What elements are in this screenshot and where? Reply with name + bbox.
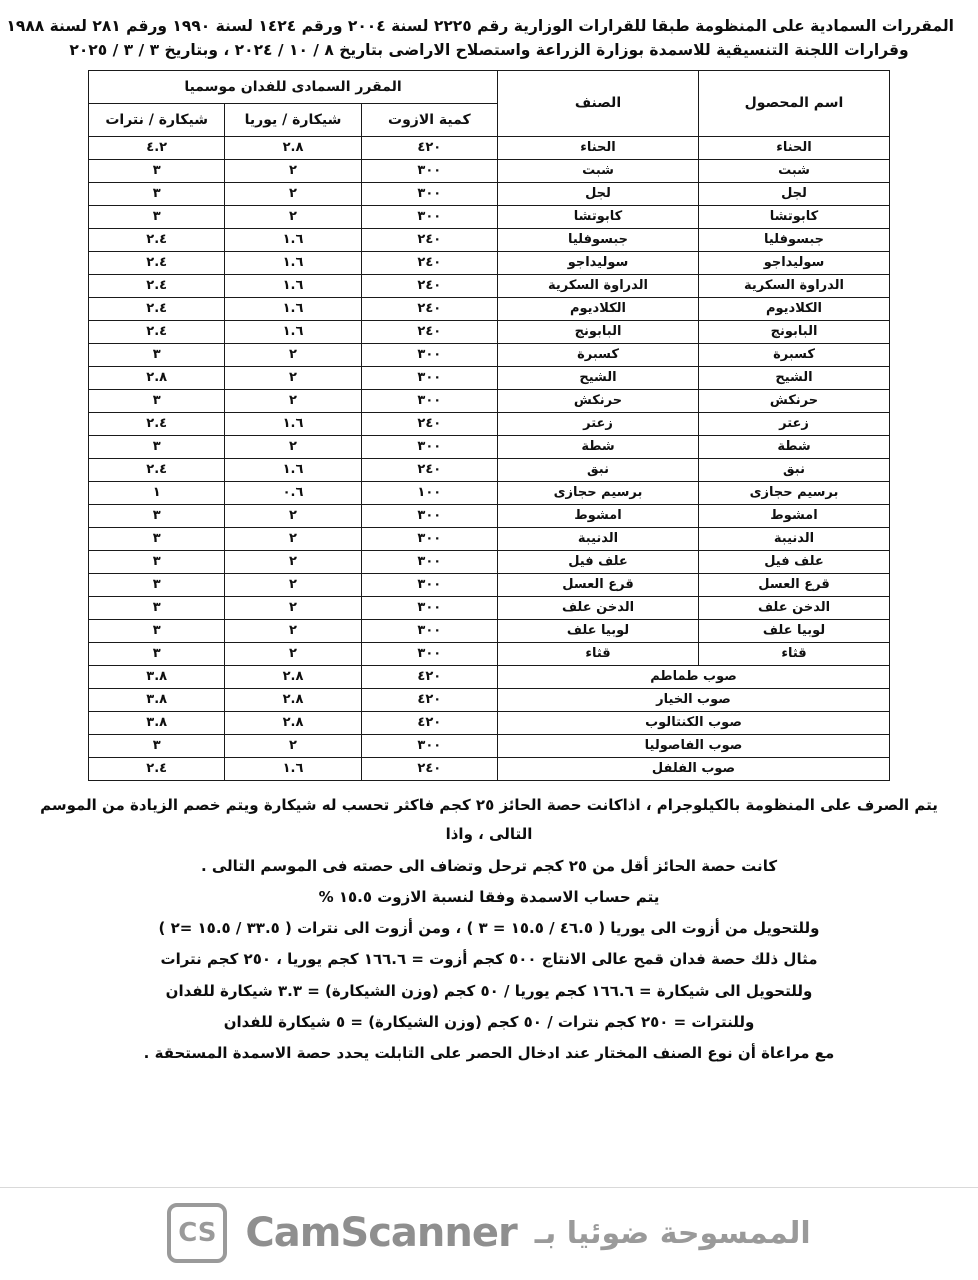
table-body (89, 137, 890, 781)
cell-nitrate: ٢.٤ (89, 413, 225, 436)
cell-nitrogen: ٣٠٠ (361, 183, 497, 206)
table-row (89, 367, 890, 390)
column-group-header-seasonal-allocation: المقرر السمادى للفدان موسميا (89, 71, 498, 104)
cell-crop: الشيح (699, 367, 890, 390)
cell-variety: الكلاديوم (498, 298, 699, 321)
cell-nitrogen: ٣٠٠ (361, 620, 497, 643)
cell-variety: امشوط (498, 505, 699, 528)
table-row (89, 206, 890, 229)
cell-urea: ٢ (225, 597, 361, 620)
cell-variety: الدراوة السكرية (498, 275, 699, 298)
cell-crop: نبق (699, 459, 890, 482)
cell-nitrogen: ٣٠٠ (361, 597, 497, 620)
cell-variety: البابونج (498, 321, 699, 344)
table-row (89, 298, 890, 321)
cell-nitrate: ٣.٨ (89, 712, 225, 735)
cell-urea: ٢ (225, 206, 361, 229)
cell-variety: كابوتشا (498, 206, 699, 229)
cell-nitrogen: ٣٠٠ (361, 160, 497, 183)
cell-urea: ٢.٨ (225, 137, 361, 160)
cell-nitrogen: ٤٢٠ (361, 689, 497, 712)
cell-nitrogen: ٢٤٠ (361, 758, 497, 781)
cell-nitrogen: ٢٤٠ (361, 321, 497, 344)
cell-nitrogen: ٤٢٠ (361, 137, 497, 160)
cell-nitrogen: ٣٠٠ (361, 574, 497, 597)
cell-nitrogen: ٢٤٠ (361, 275, 497, 298)
table-row (89, 597, 890, 620)
cell-variety: الدخن علف (498, 597, 699, 620)
cell-nitrate: ٢.٤ (89, 229, 225, 252)
table-row (89, 505, 890, 528)
cell-crop: زعتر (699, 413, 890, 436)
cell-nitrogen: ٣٠٠ (361, 551, 497, 574)
cell-nitrate: ٢.٤ (89, 298, 225, 321)
cell-nitrogen: ٣٠٠ (361, 436, 497, 459)
cell-nitrogen: ٣٠٠ (361, 367, 497, 390)
table-row (89, 666, 890, 689)
cell-urea: ٢ (225, 551, 361, 574)
table-row (89, 275, 890, 298)
note-line: مثال ذلك حصة فدان قمح عالى الانتاج ٥٠٠ كجم أزوت = ١٦٦.٦ كجم يوريا ، ٢٥٠ كجم نترات (160, 950, 818, 969)
cell-urea: ٢ (225, 735, 361, 758)
cell-urea: ٢ (225, 436, 361, 459)
cell-variety: حرنكش (498, 390, 699, 413)
table-row (89, 390, 890, 413)
cell-nitrate: ٣ (89, 528, 225, 551)
column-header-urea: شيكارة / يوريا (225, 104, 361, 137)
cell-urea: ٢ (225, 183, 361, 206)
cell-nitrate: ٢.٤ (89, 275, 225, 298)
cell-nitrate: ٣ (89, 735, 225, 758)
cell-urea: ١.٦ (225, 275, 361, 298)
table-head (89, 71, 890, 137)
cell-nitrogen: ٤٢٠ (361, 666, 497, 689)
cell-urea: ٢ (225, 643, 361, 666)
cell-crop: برسيم حجازى (699, 482, 890, 505)
cell-variety: شطة (498, 436, 699, 459)
cell-nitrate: ٣ (89, 620, 225, 643)
cell-variety: سوليداجو (498, 252, 699, 275)
cell-urea: ٢ (225, 528, 361, 551)
cell-crop: الدراوة السكرية (699, 275, 890, 298)
table-row (89, 459, 890, 482)
table-row (89, 735, 890, 758)
table-row (89, 137, 890, 160)
cell-urea: ٢.٨ (225, 712, 361, 735)
table-row (89, 620, 890, 643)
watermark-arabic-text: الممسوحة ضوئيا بـ (534, 1215, 811, 1251)
notes-section (28, 791, 950, 1068)
cell-nitrate: ٣ (89, 551, 225, 574)
cell-crop: شبت (699, 160, 890, 183)
cell-variety: جبسوفليا (498, 229, 699, 252)
cell-urea: ١.٦ (225, 321, 361, 344)
cell-crop: الدنيبة (699, 528, 890, 551)
cell-crop: جبسوفليا (699, 229, 890, 252)
table-row (89, 413, 890, 436)
cell-nitrate: ٣ (89, 597, 225, 620)
cell-nitrogen: ٢٤٠ (361, 459, 497, 482)
cell-variety: لجل (498, 183, 699, 206)
cell-nitrogen: ٣٠٠ (361, 528, 497, 551)
note-line: يتم الصرف على المنظومة بالكيلوجرام ، اذاكانت حصة الحائز ٢٥ كجم فاكثر تحسب له شيكارة ويتم خصم الزيادة من الموسم التالى ، واذا (40, 796, 938, 844)
cell-crop: علف فيل (699, 551, 890, 574)
table-row (89, 160, 890, 183)
cell-crop: الحناء (699, 137, 890, 160)
cell-crop: صوب طماطم (498, 666, 890, 689)
cell-urea: ٢.٨ (225, 666, 361, 689)
cell-crop: قرع العسل (699, 574, 890, 597)
table-row (89, 344, 890, 367)
cell-nitrate: ٣ (89, 574, 225, 597)
cell-nitrate: ٢.٨ (89, 367, 225, 390)
table-row (89, 551, 890, 574)
cell-crop: صوب الفاصوليا (498, 735, 890, 758)
table-row (89, 574, 890, 597)
table-row (89, 436, 890, 459)
cell-urea: ١.٦ (225, 252, 361, 275)
cell-nitrogen: ٣٠٠ (361, 206, 497, 229)
cell-crop: صوب الخيار (498, 689, 890, 712)
cell-variety: برسيم حجازى (498, 482, 699, 505)
cell-crop: سوليداجو (699, 252, 890, 275)
cell-nitrate: ٣ (89, 206, 225, 229)
note-line: يتم حساب الاسمدة وفقا لنسبة الازوت ١٥.٥ % (318, 887, 660, 906)
cell-variety: الشيح (498, 367, 699, 390)
cell-urea: ٢ (225, 620, 361, 643)
cell-urea: ٢ (225, 574, 361, 597)
cell-nitrate: ٣ (89, 183, 225, 206)
cell-variety: شبت (498, 160, 699, 183)
note-line: وللنترات = ٢٥٠ كجم نترات / ٥٠ كجم (وزن الشيكارة) = ٥ شيكارة للفدان (223, 1012, 755, 1031)
cell-urea: ٠.٦ (225, 482, 361, 505)
cell-urea: ١.٦ (225, 459, 361, 482)
cell-crop: الكلاديوم (699, 298, 890, 321)
camscanner-watermark (0, 1194, 978, 1272)
cell-nitrate: ٢.٤ (89, 321, 225, 344)
table-row (89, 712, 890, 735)
cell-nitrogen: ٢٤٠ (361, 229, 497, 252)
cell-nitrogen: ١٠٠ (361, 482, 497, 505)
cell-urea: ١.٦ (225, 298, 361, 321)
cell-crop: قثاء (699, 643, 890, 666)
table-row (89, 758, 890, 781)
cell-crop: لوبيا علف (699, 620, 890, 643)
table-row (89, 482, 890, 505)
header-line-2: وقرارات اللجنة التنسيقية للاسمدة بوزارة الزراعة واستصلاح الاراضى بتاريخ ٨ / ١٠ / ٢٠٢٤ ، وبتاريخ ٣ / ٣ / ٢٠٢٥ (69, 41, 909, 60)
cell-variety: زعتر (498, 413, 699, 436)
cell-urea: ٢ (225, 344, 361, 367)
cell-urea: ٢ (225, 505, 361, 528)
cell-nitrate: ٣.٨ (89, 689, 225, 712)
header-line-1: المقررات السمادية على المنظومة طبقا للقرارات الوزارية رقم ٢٢٢٥ لسنة ٢٠٠٤ ورقم ١٤٢٤ لسنة ١٩٩٠ ورقم ٢٨١ لسنة ١٩٨٨ (6, 17, 954, 35)
cell-nitrate: ٣ (89, 160, 225, 183)
cell-nitrate: ٣ (89, 643, 225, 666)
table-row (89, 229, 890, 252)
cell-nitrogen: ٢٤٠ (361, 413, 497, 436)
cell-nitrogen: ٣٠٠ (361, 505, 497, 528)
column-header-nitrate: شيكارة / نترات (89, 104, 225, 137)
table-row (89, 689, 890, 712)
cell-crop: شطة (699, 436, 890, 459)
cell-variety: قثاء (498, 643, 699, 666)
cell-nitrate: ٣ (89, 390, 225, 413)
cell-variety: قرع العسل (498, 574, 699, 597)
cell-nitrogen: ٤٢٠ (361, 712, 497, 735)
cell-crop: صوب الفلفل (498, 758, 890, 781)
table-row (89, 183, 890, 206)
cell-nitrogen: ٢٤٠ (361, 252, 497, 275)
camscanner-logo-icon: CS (167, 1203, 227, 1263)
note-line: كانت حصة الحائز أقل من ٢٥ كجم ترحل وتضاف الى حصته فى الموسم التالى . (200, 856, 778, 875)
cell-crop: البابونج (699, 321, 890, 344)
cell-variety: كسبرة (498, 344, 699, 367)
table-row (89, 321, 890, 344)
cell-nitrate: ١ (89, 482, 225, 505)
table-row (89, 528, 890, 551)
cell-nitrate: ٤.٢ (89, 137, 225, 160)
cell-urea: ١.٦ (225, 758, 361, 781)
cell-nitrate: ٢.٤ (89, 459, 225, 482)
note-line: مع مراعاة أن نوع الصنف المختار عند ادخال الحصر على التابلت يحدد حصة الاسمدة المستحقة . (143, 1044, 835, 1063)
cell-nitrate: ٣.٨ (89, 666, 225, 689)
cell-crop: امشوط (699, 505, 890, 528)
cell-variety: الدنيبة (498, 528, 699, 551)
column-header-crop: اسم المحصول (699, 71, 890, 137)
cell-urea: ٢ (225, 367, 361, 390)
cell-nitrate: ٣ (89, 505, 225, 528)
cell-urea: ٢ (225, 160, 361, 183)
cell-nitrogen: ٣٠٠ (361, 390, 497, 413)
cell-nitrogen: ٣٠٠ (361, 643, 497, 666)
cell-variety: الحناء (498, 137, 699, 160)
cell-crop: كسبرة (699, 344, 890, 367)
fertilizer-allocation-table (88, 70, 890, 781)
column-header-nitrogen: كمية الازوت (361, 104, 497, 137)
cell-crop: حرنكش (699, 390, 890, 413)
cell-variety: علف فيل (498, 551, 699, 574)
cell-urea: ١.٦ (225, 413, 361, 436)
cell-crop: صوب الكنتالوب (498, 712, 890, 735)
table-row (89, 252, 890, 275)
document-header (6, 14, 954, 62)
note-line: وللتحويل الى شيكارة = ١٦٦.٦ كجم يوريا / ٥٠ كجم (وزن الشيكارة) = ٣.٣ شيكارة للفدان (165, 981, 813, 1000)
note-line: وللتحويل من أزوت الى يوريا ( ٤٦.٥ / ١٥.٥ = ٣ ) ، ومن أزوت الى نترات ( ٣٣.٥ / ١٥.٥ =٢ ) (158, 919, 820, 938)
cell-nitrate: ٢.٤ (89, 758, 225, 781)
cell-crop: الدخن علف (699, 597, 890, 620)
cell-crop: كابوتشا (699, 206, 890, 229)
cell-nitrate: ٣ (89, 436, 225, 459)
cell-variety: نبق (498, 459, 699, 482)
cell-urea: ١.٦ (225, 229, 361, 252)
table-row (89, 643, 890, 666)
cell-nitrogen: ٣٠٠ (361, 344, 497, 367)
cell-nitrate: ٣ (89, 344, 225, 367)
footer-divider (0, 1187, 978, 1188)
cell-nitrate: ٢.٤ (89, 252, 225, 275)
cell-nitrogen: ٣٠٠ (361, 735, 497, 758)
cell-urea: ٢ (225, 390, 361, 413)
table-header-row (89, 71, 890, 104)
column-header-variety: الصنف (498, 71, 699, 137)
cell-variety: لوبيا علف (498, 620, 699, 643)
cell-nitrogen: ٢٤٠ (361, 298, 497, 321)
cell-crop: لجل (699, 183, 890, 206)
cell-urea: ٢.٨ (225, 689, 361, 712)
watermark-brand-text: CamScanner (245, 1210, 517, 1256)
